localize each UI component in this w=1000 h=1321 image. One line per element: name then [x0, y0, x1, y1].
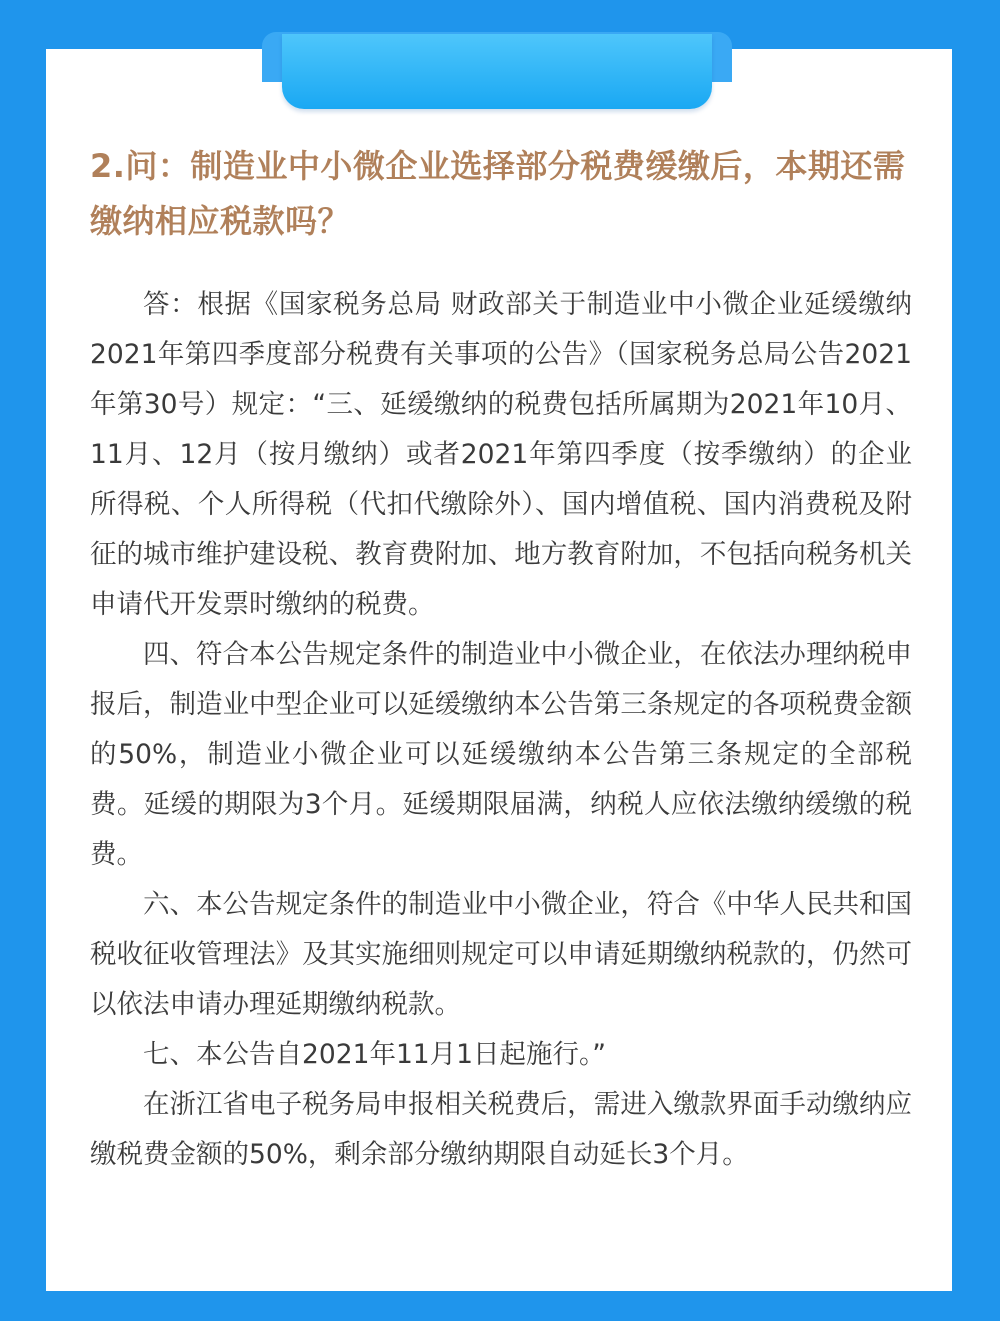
question-heading: 2.问：制造业中小微企业选择部分税费缓缴后，本期还需缴纳相应税款吗？: [90, 147, 906, 240]
answer-paragraph: 在浙江省电子税务局申报相关税费后，需进入缴款界面手动缴纳应缴税费金额的50%，剩余部分缴纳期限自动延长3个月。: [90, 1089, 912, 1170]
answer-body: [90, 280, 912, 1180]
answer-paragraph: 六、本公告规定条件的制造业中小微企业，符合《中华人民共和国税收征收管理法》及其实施细则规定可以申请延期缴纳税款的，仍然可以依法申请办理延期缴纳税款。: [90, 889, 912, 1020]
header-tab: [282, 34, 712, 109]
answer-paragraph: 答：根据《国家税务总局 财政部关于制造业中小微企业延缓缴纳2021年第四季度部分税费有关事项的公告》（国家税务总局公告2021年第30号）规定：“三、延缓缴纳的税费包括所属期为2021年10月、11月、12月（按月缴纳）或者2021年第四季度（按季缴纳）的企业所得税、个人所得税（代扣代缴除外）、国内增值税、国内消费税及附征的城市维护建设税、教育费附加、地方教育附加，不包括向税务机关申请代开发票时缴纳的税费。: [90, 289, 912, 620]
answer-paragraph: 七、本公告自2021年11月1日起施行。”: [143, 1039, 606, 1070]
answer-paragraph: 四、符合本公告规定条件的制造业中小微企业，在依法办理纳税申报后，制造业中型企业可以延缓缴纳本公告第三条规定的各项税费金额的50%，制造业小微企业可以延缓缴纳本公告第三条规定的全部税费。延缓的期限为3个月。延缓期限届满，纳税人应依法缴纳缓缴的税费。: [90, 639, 912, 870]
